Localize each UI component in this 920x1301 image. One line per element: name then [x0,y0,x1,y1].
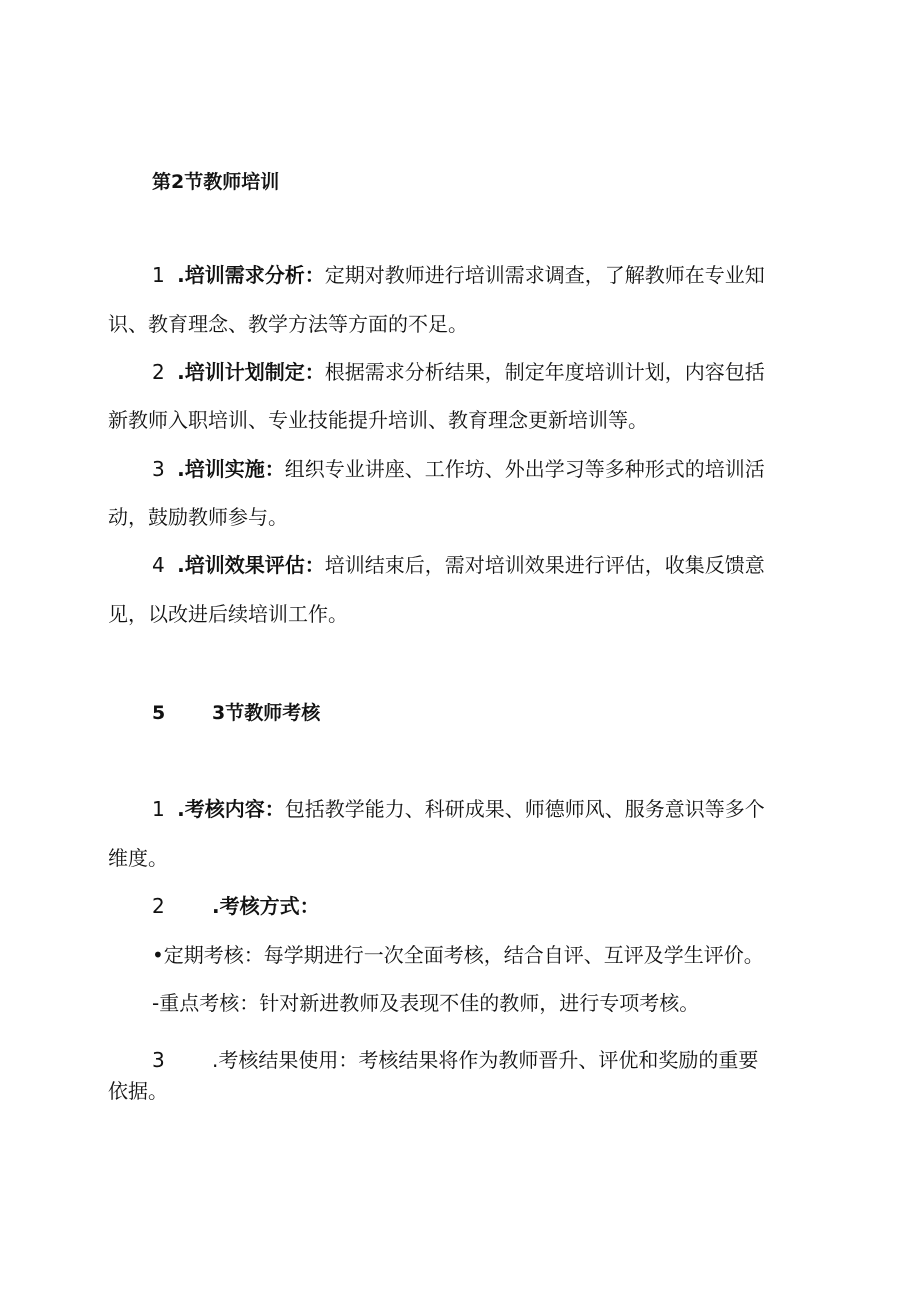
item-number: 3 [152,457,165,481]
item-number: 4 [152,553,165,577]
item-term: .培训计划制定： [177,360,325,384]
assessment-item-1-line-1 [152,797,765,821]
item-text: 根据需求分析结果，制定年度培训计划，内容包括 [324,360,765,384]
training-item-4-line-2: 见，以改进后续培训工作。 [108,602,348,626]
item-term: .培训需求分析： [177,263,325,287]
item-number: 2 [152,360,165,384]
bullet-key-assessment: -重点考核：针对新进教师及表现不佳的教师，进行专项考核。 [152,991,700,1015]
item-number: 1 [152,797,165,821]
item-text: 培训结束后，需对培训效果进行评估，收集反馈意 [324,553,765,577]
item-text: 包括教学能力、科研成果、师德师风、服务意识等多个 [284,797,765,821]
training-item-1-line-1 [152,263,765,287]
assessment-item-3-number: 3 [152,1048,165,1072]
item-text: 定期对教师进行培训需求调查，了解教师在专业知 [324,263,765,287]
training-item-1-line-2: 识、教育理念、教学方法等方面的不足。 [108,312,468,336]
section-2-heading: 第2节教师培训 [152,171,280,193]
section-3-heading: 3节教师考核 [212,702,321,724]
assessment-item-3-line-2: 依据。 [108,1079,168,1103]
item-number: 1 [152,263,165,287]
bullet-periodic-assessment: •定期考核：每学期进行一次全面考核，结合自评、互评及学生评价。 [152,943,764,967]
training-item-3-line-1 [152,457,765,481]
training-item-2-line-2: 新教师入职培训、专业技能提升培训、教育理念更新培训等。 [108,408,648,432]
section-3-heading-number: 5 [152,702,166,724]
training-item-3-line-2: 动，鼓励教师参与。 [108,505,288,529]
assessment-item-2-number: 2 [152,894,165,918]
assessment-item-1-line-2: 维度。 [108,846,168,870]
assessment-item-2-term: .考核方式： [212,894,320,918]
item-term: .培训效果评估： [177,553,325,577]
training-item-2-line-1 [152,360,765,384]
item-term: .考核内容： [177,797,285,821]
assessment-item-3-text: .考核结果使用：考核结果将作为教师晋升、评优和奖励的重要 [212,1048,759,1072]
item-term: .培训实施： [177,457,285,481]
training-item-4-line-1 [152,553,765,577]
item-text: 组织专业讲座、工作坊、外出学习等多种形式的培训活 [284,457,765,481]
